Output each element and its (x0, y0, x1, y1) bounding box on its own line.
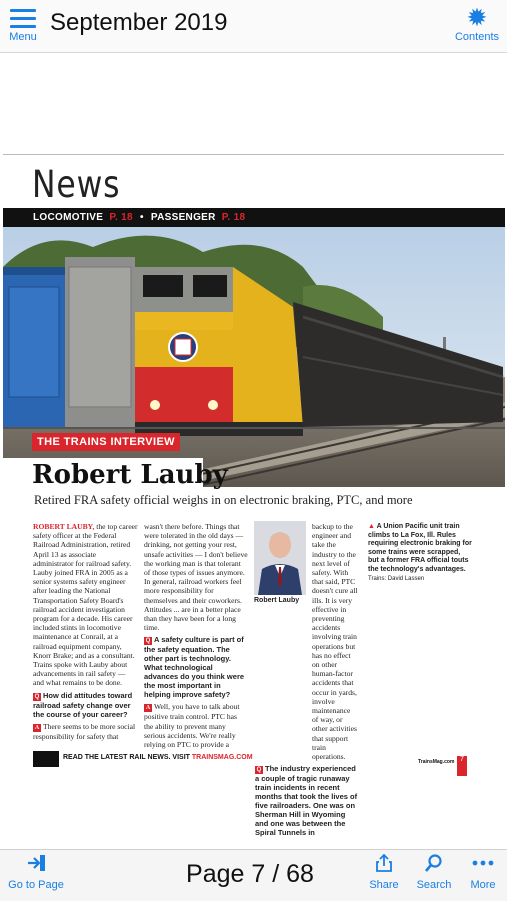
goto-page-label: Go to Page (8, 879, 64, 891)
footer-text (63, 754, 363, 761)
column-2-text: wasn't there before. Things that were tolerated in the old days — drinking, not getting your rest, unsafe activities — I don't believe the working man is that tolerant of those types of issues anymore. In general, railroad workers feel more responsibility for themselves and their coworkers. Attitudes ... are in a better place than they have been for a long time. (144, 522, 248, 633)
photo-credit: Trains: David Lassen (368, 575, 425, 582)
caption-arrow-icon: ▲ (368, 523, 375, 530)
section-item-passenger: PASSENGER (150, 212, 216, 223)
share-icon (374, 854, 394, 872)
section-title: News (32, 163, 121, 206)
page-top-rule (3, 154, 504, 155)
corner-page-number: 7 (457, 756, 467, 776)
page-indicator: Page 7 / 68 (186, 860, 314, 888)
menu-button[interactable] (6, 6, 40, 48)
article-column-1 (33, 522, 138, 744)
column-3-text (312, 522, 358, 761)
photo-caption (368, 523, 472, 583)
footer-site: TRAINSMAG.COM (191, 754, 253, 761)
article-column-2 (144, 522, 248, 752)
answer-2 (144, 702, 248, 749)
goto-page-icon (26, 854, 46, 872)
question-1-text: How did attitudes toward railroad safety change over the course of your career? (33, 690, 133, 719)
section-item-passenger-page: P. 18 (221, 212, 246, 223)
article-column-3 (255, 522, 358, 840)
headline: Robert Lauby (32, 460, 228, 490)
article-deck: Retired FRA safety official weighs in on electronic braking, PTC, and more (34, 493, 413, 507)
search-label: Search (416, 879, 452, 891)
answer-2-text: Well, you have to talk about positive train control. PTC has the ability to prevent many serious accidents. We're really relying on PTC to provide a (144, 702, 240, 750)
share-label: Share (369, 879, 399, 891)
contents-label: Contents (454, 31, 500, 43)
hamburger-icon (10, 8, 36, 28)
interview-tag: THE TRAINS INTERVIEW (32, 433, 180, 451)
section-item-locomotive: LOCOMOTIVE (33, 212, 104, 223)
a-marker: A (34, 724, 40, 731)
q-marker: Q (34, 693, 40, 700)
issue-title: September 2019 (50, 9, 228, 36)
column-3-body: backup to the engineer and take the industry to the next level of safety. With that said, PTC doesn't cure all ills. It is very effective in preventing accidents involving train operations but has no effect on other human-factor accidents that occur in yards, involve maintenance of way, or other activities that support train operations. (312, 522, 358, 762)
more-icon (471, 854, 495, 872)
menu-label: Menu (9, 31, 37, 43)
search-icon (424, 854, 444, 872)
footer-cta: READ THE LATEST RAIL NEWS. VISIT (63, 754, 190, 761)
corner-site: TrainsMag.com (418, 759, 455, 765)
question-1 (33, 691, 138, 719)
section-nav-bar (3, 208, 505, 227)
column-1-intro (33, 522, 138, 688)
q-marker: Q (145, 638, 151, 645)
section-item-locomotive-page: P. 18 (109, 212, 133, 223)
section-separator: • (139, 212, 144, 223)
q-marker: Q (256, 767, 262, 774)
search-button[interactable] (412, 854, 456, 891)
question-3 (255, 764, 358, 837)
column-1-text: the top career safety officer at the Federal Railroad Administration, retired April 13 as associate administrator for railroad safety. Lauby joined FRA in 2005 as a senior systems safety engineer after leading the National Transportation Safety Board's railroad accident investigation program for a decade. His career included stints in locomotive maintenance at Conrail, at a railroad equipment company, Knorr Brake; and as a consultant. Trains spoke with Lauby about advancements in rail safety — and what remains to be done. (33, 522, 138, 688)
share-button[interactable] (365, 854, 403, 891)
monitor-icon (33, 751, 59, 767)
more-button[interactable] (464, 854, 502, 891)
lead-name: ROBERT LAUBY, (33, 522, 95, 531)
question-3-text: The industry experienced a couple of tragic runaway train incidents in recent months that took the lives of five railroaders. One was on Sherman Hill in Wyoming and one was between the Spiral Tunnels in (255, 764, 358, 838)
question-2-text: A safety culture is part of the safety equation. The other part is technology. What technological advances do you think were the most important in helping improve safety? (144, 635, 245, 700)
top-toolbar (0, 0, 507, 53)
portrait-caption: Robert Lauby (254, 597, 300, 604)
more-label: More (470, 879, 496, 891)
goto-page-button[interactable] (6, 854, 66, 891)
sun-icon: ✹ (466, 4, 488, 32)
bottom-toolbar (0, 849, 507, 901)
answer-1-text: There seems to be more social responsibility for safety that (33, 721, 136, 741)
photo-caption-text: A Union Pacific unit train climbs to La Fox, Ill. Rules requiring electronic braking for some trains were scrapped, but a former FRA official touts the technology's advantages. (368, 523, 472, 573)
a-marker: A (145, 705, 151, 712)
question-2 (144, 635, 248, 699)
contents-button[interactable] (449, 5, 505, 47)
magazine-page[interactable] (0, 53, 507, 849)
answer-1 (33, 722, 138, 741)
